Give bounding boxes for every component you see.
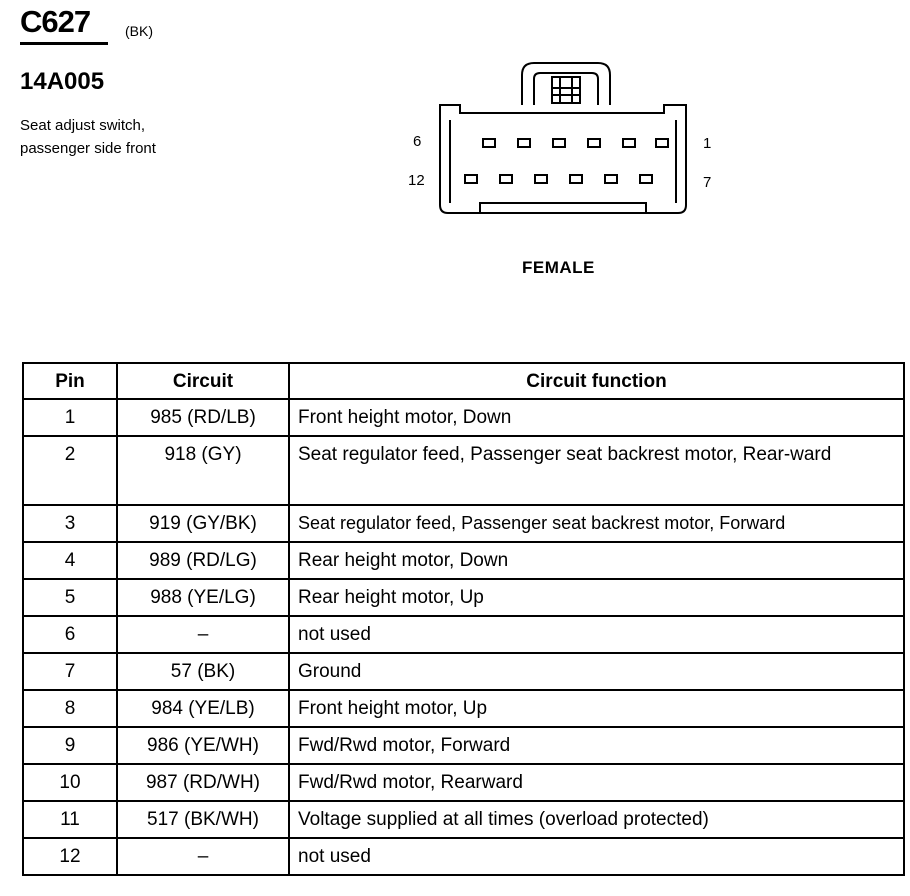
cavity-1 (656, 139, 668, 147)
header-circuit-function: Circuit function (289, 363, 904, 399)
pin-label-top-right: 1 (703, 135, 712, 152)
function-cell: Ground (289, 653, 904, 690)
cavity-11 (500, 175, 512, 183)
pin-label-bottom-left: 12 (408, 172, 425, 189)
table-row (23, 505, 904, 542)
circuit-cell: 984 (YE/LB) (117, 690, 289, 727)
description-line-2: passenger side front (20, 140, 156, 157)
table-row (23, 690, 904, 727)
circuit-cell: 988 (YE/LG) (117, 579, 289, 616)
cavity-3 (588, 139, 600, 147)
circuit-cell: 918 (GY) (117, 436, 289, 505)
pin-cell: 12 (23, 838, 117, 875)
table-row (23, 399, 904, 436)
pin-cell: 2 (23, 436, 117, 505)
connector-gender-caption: FEMALE (522, 258, 595, 277)
function-cell: Rear height motor, Down (289, 542, 904, 579)
function-cell: Rear height motor, Up (289, 579, 904, 616)
cavity-5 (518, 139, 530, 147)
description-line-1: Seat adjust switch, (20, 117, 146, 134)
circuit-cell: 985 (RD/LB) (117, 399, 289, 436)
connector-id-underline (20, 42, 108, 45)
circuit-cell: 57 (BK) (117, 653, 289, 690)
pin-cell: 3 (23, 505, 117, 542)
connector-face-diagram (430, 55, 700, 220)
cavity-2 (623, 139, 635, 147)
circuit-cell: – (117, 838, 289, 875)
connector-color-code: (BK) (125, 23, 153, 39)
circuit-cell: 989 (RD/LG) (117, 542, 289, 579)
function-cell: Fwd/Rwd motor, Rearward (289, 764, 904, 801)
part-number: 14A005 (20, 68, 105, 95)
pin-cell: 5 (23, 579, 117, 616)
table-row (23, 542, 904, 579)
pin-cell: 7 (23, 653, 117, 690)
table-row (23, 838, 904, 875)
function-cell: Fwd/Rwd motor, Forward (289, 727, 904, 764)
table-row (23, 653, 904, 690)
cavity-6 (483, 139, 495, 147)
table-row (23, 764, 904, 801)
pin-label-bottom-right: 7 (703, 174, 712, 191)
connector-id: C627 (20, 4, 91, 39)
pin-cell: 4 (23, 542, 117, 579)
table-row (23, 616, 904, 653)
table-row (23, 579, 904, 616)
table-row (23, 727, 904, 764)
cavity-4 (553, 139, 565, 147)
pin-cell: 6 (23, 616, 117, 653)
cavity-12 (465, 175, 477, 183)
header-circuit: Circuit (117, 363, 289, 399)
circuit-cell: 919 (GY/BK) (117, 505, 289, 542)
function-cell: Front height motor, Up (289, 690, 904, 727)
connector-base-key (480, 203, 646, 213)
header-pin: Pin (23, 363, 117, 399)
function-cell: Seat regulator feed, Passenger seat backrest motor, Forward (289, 505, 904, 542)
circuit-cell: 986 (YE/WH) (117, 727, 289, 764)
function-cell: not used (289, 838, 904, 875)
pin-label-top-left: 6 (413, 133, 422, 150)
connector-latch-tab (552, 77, 580, 103)
connector-body (440, 105, 686, 213)
function-cell: not used (289, 616, 904, 653)
circuit-cell: – (117, 616, 289, 653)
cavity-9 (570, 175, 582, 183)
connector-latch-outer (522, 63, 610, 105)
cavity-8 (605, 175, 617, 183)
table-header-row (23, 363, 904, 399)
pin-cell: 1 (23, 399, 117, 436)
circuit-cell: 517 (BK/WH) (117, 801, 289, 838)
table-row (23, 801, 904, 838)
cavity-7 (640, 175, 652, 183)
function-cell: Voltage supplied at all times (overload protected) (289, 801, 904, 838)
pinout-table (22, 362, 905, 876)
function-cell: Seat regulator feed, Passenger seat backrest motor, Rear-ward (289, 436, 904, 505)
pin-cell: 9 (23, 727, 117, 764)
function-cell: Front height motor, Down (289, 399, 904, 436)
circuit-cell: 987 (RD/WH) (117, 764, 289, 801)
pin-cell: 8 (23, 690, 117, 727)
table-row (23, 436, 904, 505)
cavity-10 (535, 175, 547, 183)
pin-cell: 10 (23, 764, 117, 801)
pin-cell: 11 (23, 801, 117, 838)
